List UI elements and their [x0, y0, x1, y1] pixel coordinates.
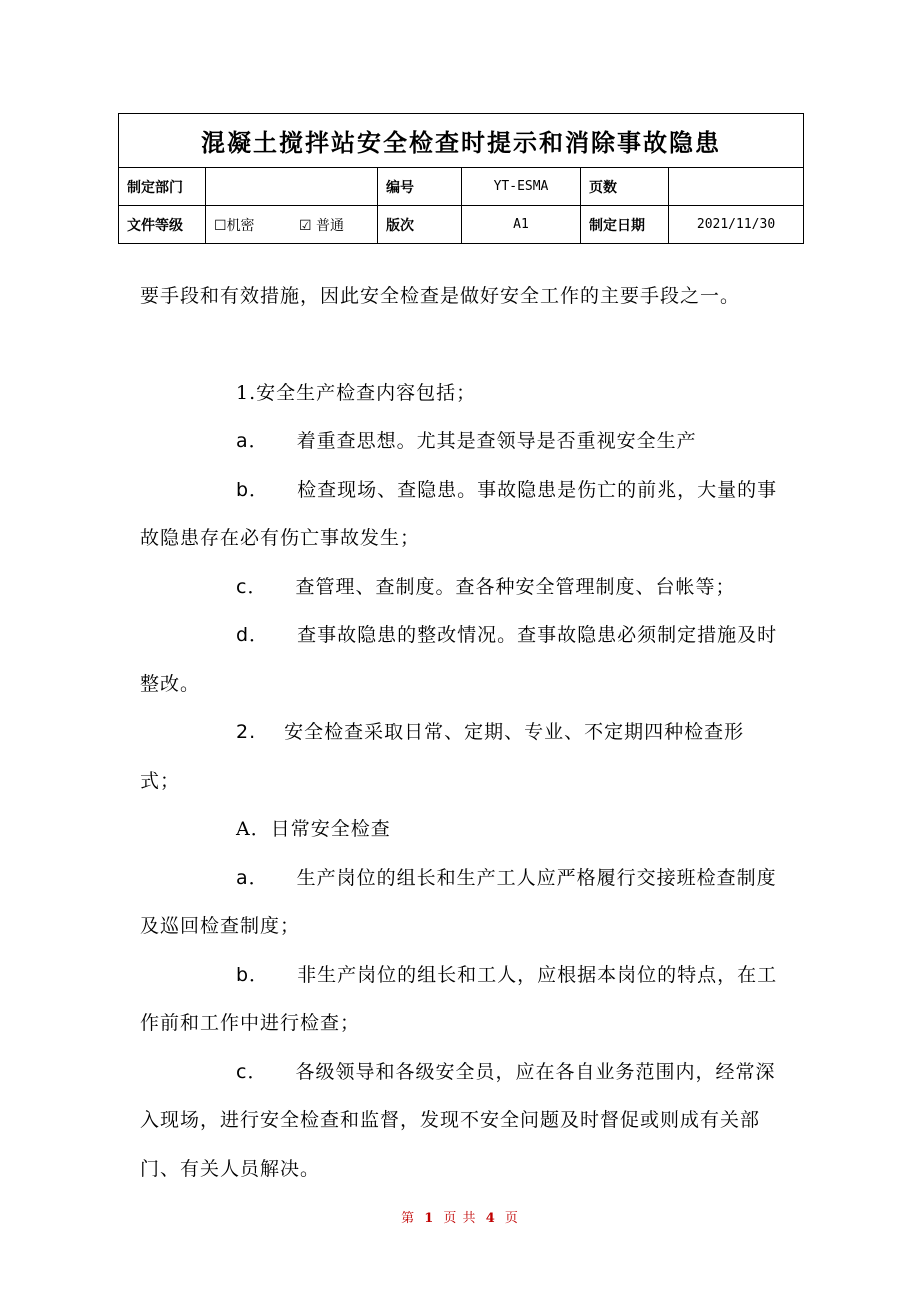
item-text: 查事故隐患的整改情况。查事故隐患必须制定措施及时整改。 — [140, 624, 778, 695]
date-label: 制定日期 — [581, 206, 669, 244]
item-text: 非生产岗位的组长和工人，应根据本岗位的特点，在工作前和工作中进行检查； — [140, 963, 778, 1034]
paragraph — [140, 563, 782, 612]
paragraph-spacer — [140, 321, 782, 369]
item-marker: a． — [236, 866, 269, 889]
item-marker: b． — [236, 478, 270, 501]
level-options — [206, 206, 378, 244]
version-label: 版次 — [378, 206, 462, 244]
paragraph: A．日常安全检查 — [236, 818, 391, 840]
item-marker: a． — [236, 430, 269, 452]
level-option-confidential — [214, 215, 255, 235]
item-text: 着重查思想。尤其是查领导是否重视安全生产 — [296, 430, 697, 452]
item-marker: c． — [236, 1060, 268, 1083]
paragraph — [140, 611, 782, 708]
footer-middle: 页 共 — [443, 1211, 477, 1226]
total-pages-number: 4 — [485, 1211, 496, 1226]
version-value: A1 — [462, 206, 581, 244]
code-label: 编号 — [378, 168, 462, 206]
item-text: 安全检查采取日常、定期、专业、不定期四种检查形式； — [140, 721, 745, 792]
item-text: 检查现场、查隐患。事故隐患是伤亡的前兆，大量的事故隐患存在必有伤亡事故发生； — [140, 478, 778, 549]
paragraph — [140, 466, 782, 563]
paragraph — [140, 951, 782, 1048]
item-text: 各级领导和各级安全员，应在各自业务范围内，经常深入现场，进行安全检查和监督，发现不安全问题及时督促或则成有关部门、有关人员解决。 — [140, 1060, 776, 1180]
document-body — [140, 272, 782, 1193]
dept-label: 制定部门 — [119, 168, 206, 206]
level-option-label: 机密 — [226, 217, 255, 234]
item-marker: b． — [236, 963, 270, 986]
level-option-label: 普通 — [316, 217, 345, 234]
unchecked-box-icon: ☐ — [214, 217, 227, 234]
item-marker: 2. — [236, 721, 257, 743]
level-option-normal — [299, 215, 344, 235]
paragraph — [140, 708, 782, 805]
checked-box-icon: ☑ — [299, 217, 312, 234]
document-header-table — [118, 113, 804, 244]
document-title: 混凝土搅拌站安全检查时提示和消除事故隐患 — [119, 114, 804, 168]
pages-value — [669, 168, 804, 206]
page-footer — [0, 1207, 920, 1226]
item-marker: c． — [236, 575, 268, 598]
date-value: 2021/11/30 — [669, 206, 804, 244]
item-text: 生产岗位的组长和生产工人应严格履行交接班检查制度及巡回检查制度； — [140, 866, 777, 937]
footer-suffix: 页 — [504, 1211, 519, 1226]
paragraph: 1.安全生产检查内容包括； — [236, 381, 477, 404]
paragraph — [140, 854, 782, 951]
item-text: 查管理、查制度。查各种安全管理制度、台帐等； — [295, 575, 736, 598]
code-value: YT-ESMA — [462, 168, 581, 206]
current-page-number: 1 — [424, 1211, 435, 1226]
paragraph — [140, 417, 782, 466]
item-marker: d． — [236, 624, 270, 646]
pages-label: 页数 — [581, 168, 669, 206]
paragraph — [140, 1048, 782, 1194]
footer-prefix: 第 — [401, 1211, 416, 1226]
level-label: 文件等级 — [119, 206, 206, 244]
paragraph: 要手段和有效措施，因此安全检查是做好安全工作的主要手段之一。 — [140, 285, 741, 307]
dept-value — [206, 168, 378, 206]
